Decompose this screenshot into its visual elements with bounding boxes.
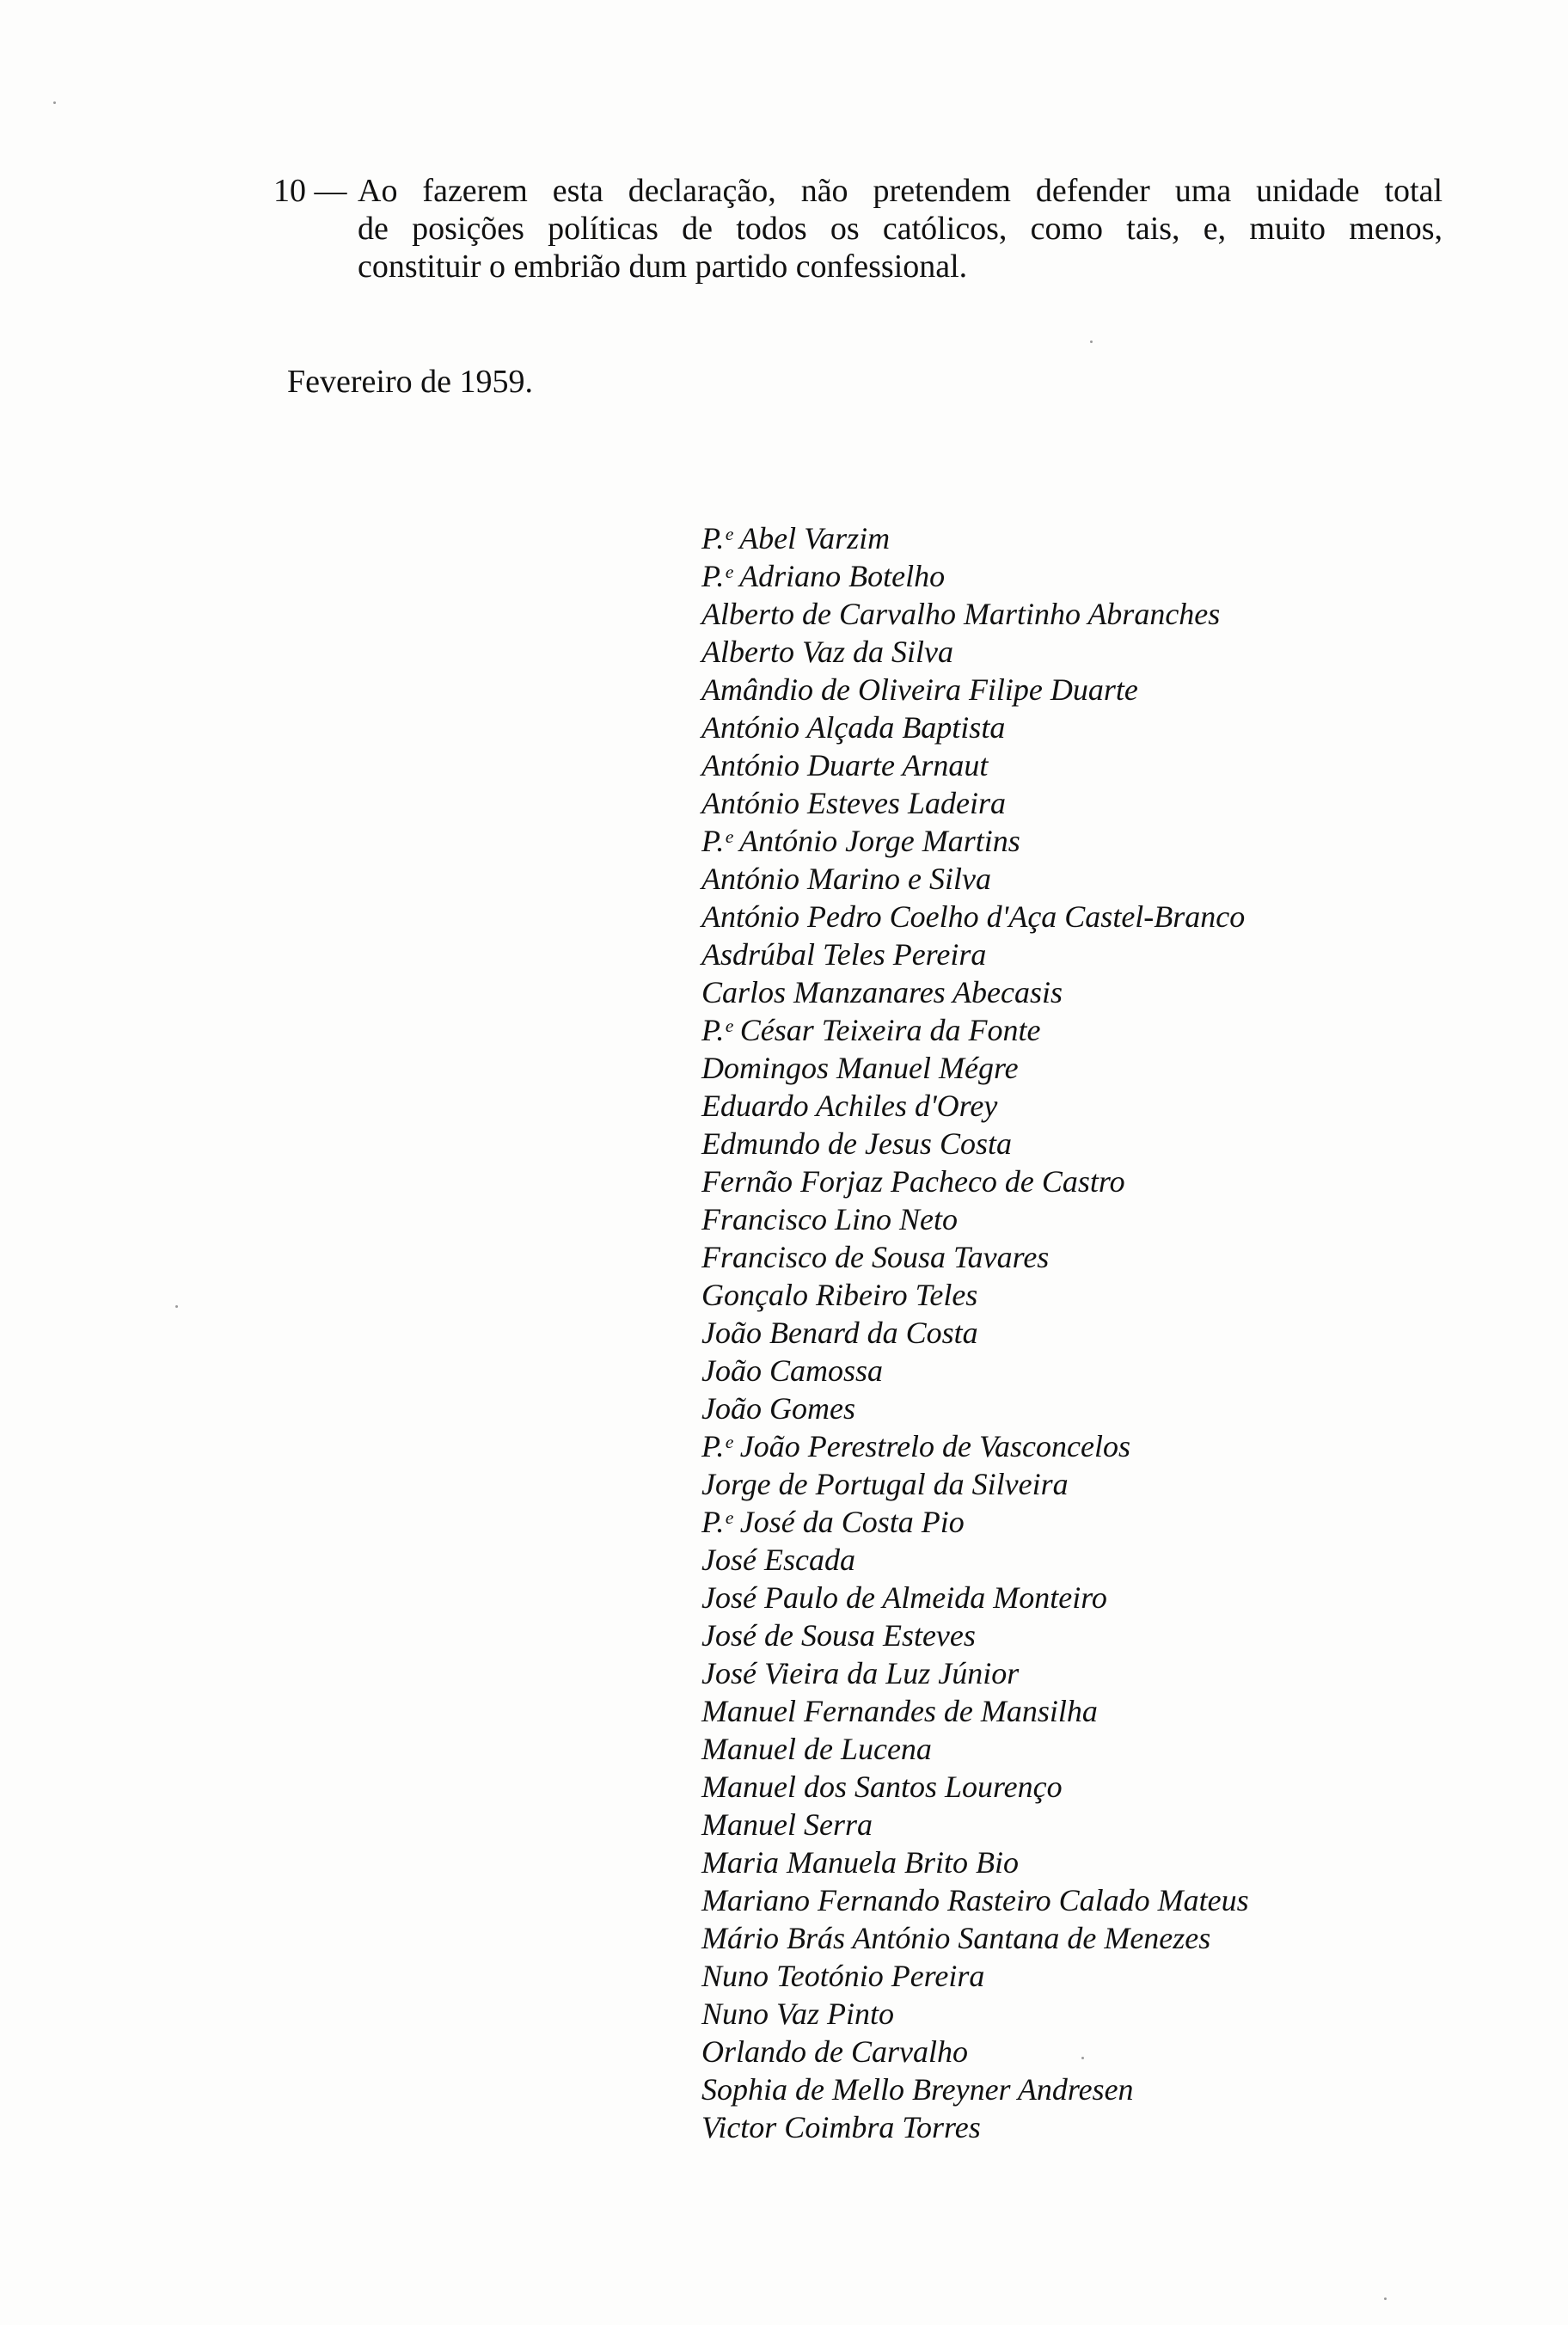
signatory: Nuno Vaz Pinto <box>701 1997 895 2031</box>
signatory: P.ᵉ Adriano Botelho <box>701 559 946 593</box>
signatory: P.ᵉ José da Costa Pio <box>701 1505 965 1539</box>
signatory: Maria Manuela Brito Bio <box>701 1845 1019 1880</box>
signatory: José Paulo de Almeida Monteiro <box>701 1580 1107 1615</box>
signatory: Alberto de Carvalho Martinho Abranches <box>701 597 1221 631</box>
signatory: Asdrúbal Teles Pereira <box>701 937 987 972</box>
signatory: Francisco de Sousa Tavares <box>701 1240 1050 1274</box>
signatory: P.ᵉ Abel Varzim <box>701 521 891 555</box>
signatory: Nuno Teotónio Pereira <box>701 1959 985 1993</box>
signatory: João Benard da Costa <box>701 1316 978 1350</box>
signatory: Victor Coimbra Torres <box>701 2110 981 2144</box>
signatory: António Pedro Coelho d'Aça Castel-Branco <box>701 899 1246 934</box>
signatory: Manuel Serra <box>701 1807 873 1842</box>
paragraph-line: Ao fazerem esta declaração, não pretendem defender uma unidade total <box>358 173 1442 209</box>
signatory: Jorge de Portugal da Silveira <box>701 1467 1069 1501</box>
signatory: João Camossa <box>701 1353 884 1388</box>
paragraph-line: de posições políticas de todos os católicos, como tais, e, muito menos, <box>358 211 1442 247</box>
paragraph-10 <box>273 172 1442 285</box>
signatory: Eduardo Achiles d'Orey <box>701 1089 998 1123</box>
signatory: Manuel dos Santos Lourenço <box>701 1770 1063 1804</box>
signatory: José de Sousa Esteves <box>701 1618 976 1653</box>
signatory: Mariano Fernando Rasteiro Calado Mateus <box>701 1883 1249 1917</box>
scan-speck <box>1384 2297 1387 2300</box>
signatory: Domingos Manuel Mégre <box>701 1051 1019 1085</box>
signatory: Amândio de Oliveira Filipe Duarte <box>701 672 1138 707</box>
signatory: José Vieira da Luz Júnior <box>701 1656 1020 1690</box>
paragraph-number: 10 — <box>273 173 347 209</box>
scan-speck <box>1090 340 1093 343</box>
signatory: Manuel Fernandes de Mansilha <box>701 1694 1098 1728</box>
signatory: José Escada <box>701 1543 855 1577</box>
signatory: Carlos Manzanares Abecasis <box>701 975 1063 1009</box>
signatory: João Gomes <box>701 1391 855 1426</box>
signatory: Manuel de Lucena <box>701 1732 932 1766</box>
signatory: Orlando de Carvalho <box>701 2034 968 2069</box>
signatory: P.ᵉ César Teixeira da Fonte <box>701 1013 1041 1047</box>
signatory: Francisco Lino Neto <box>701 1202 958 1236</box>
scan-speck <box>1081 2057 1084 2059</box>
signatory: António Duarte Arnaut <box>701 748 989 782</box>
date-line: Fevereiro de 1959. <box>287 364 533 400</box>
paragraph-body <box>358 172 1442 285</box>
signatory: Sophia de Mello Breyner Andresen <box>701 2072 1134 2107</box>
signatory: António Esteves Ladeira <box>701 786 1006 820</box>
signatory: P.ᵉ António Jorge Martins <box>701 824 1020 858</box>
signatory: Gonçalo Ribeiro Teles <box>701 1278 978 1312</box>
scan-speck <box>175 1305 178 1308</box>
signatory: Mário Brás António Santana de Menezes <box>701 1921 1211 1955</box>
signatory: António Alçada Baptista <box>701 710 1006 745</box>
paragraph-line: constituir o embrião dum partido confessional. <box>358 248 968 285</box>
signatory: Alberto Vaz da Silva <box>701 635 953 669</box>
signatory: Edmundo de Jesus Costa <box>701 1126 1012 1161</box>
signatory: P.ᵉ João Perestrelo de Vasconcelos <box>701 1429 1130 1463</box>
signatory: Fernão Forjaz Pacheco de Castro <box>701 1164 1125 1199</box>
signatory: António Marino e Silva <box>701 862 991 896</box>
signatory-list <box>701 519 1249 2146</box>
scan-speck <box>53 101 56 104</box>
